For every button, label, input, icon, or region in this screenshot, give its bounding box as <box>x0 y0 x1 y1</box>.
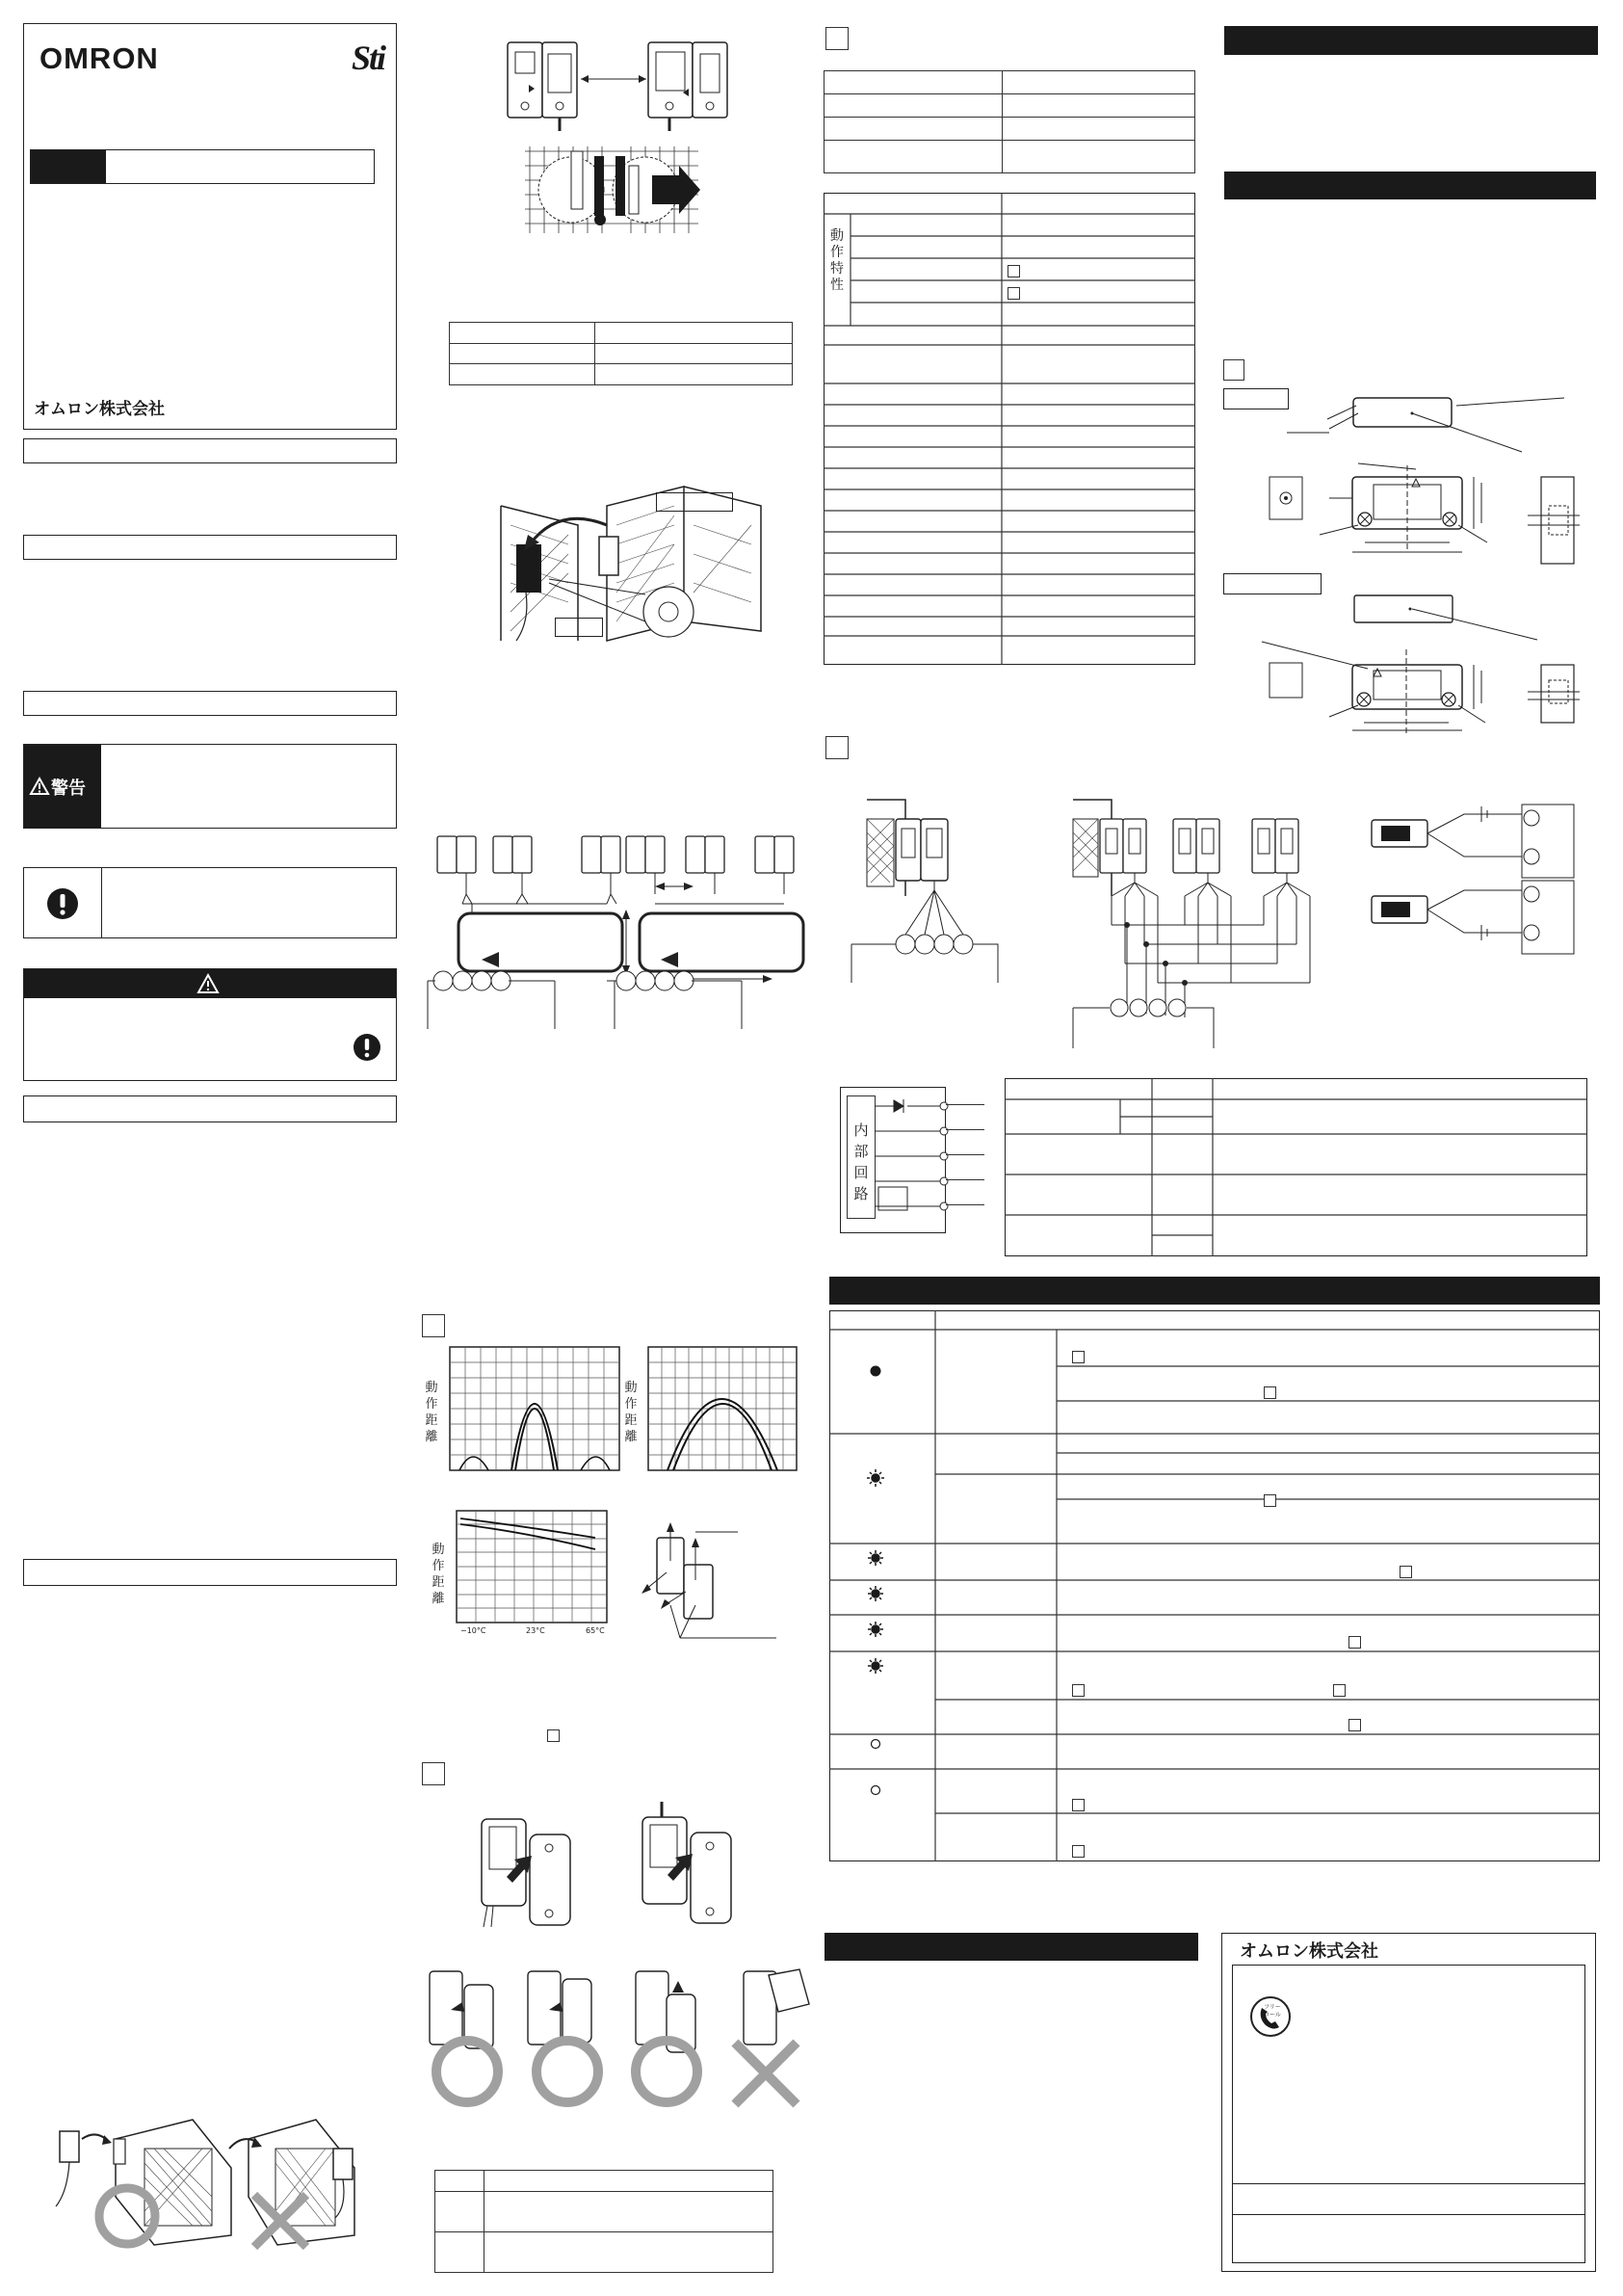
circle-ok-icon <box>628 2033 705 2110</box>
section-header-2 <box>23 535 397 560</box>
ref-box-ind-2 <box>1264 1386 1276 1399</box>
graph2-ylabel: 動作距離 <box>624 1381 638 1444</box>
section-header-dark-2 <box>1224 172 1596 199</box>
wire-color-table <box>1005 1078 1587 1256</box>
toll-free-label: フリーコール <box>1264 2004 1281 2019</box>
indicator-table-header <box>829 1277 1600 1305</box>
operating-characteristics-label: 動作特性 <box>830 228 844 293</box>
internal-circuit-label: 内部回路 <box>853 1122 869 1202</box>
warning-triangle-icon <box>197 974 219 993</box>
spec-table-2 <box>824 193 1195 665</box>
ref-box-ind-4 <box>1400 1566 1412 1578</box>
warning-triangle-icon <box>30 778 49 795</box>
led-off-icon <box>872 1786 880 1795</box>
callout-box-bottom <box>555 618 603 637</box>
section-marker-insertion <box>422 1762 445 1785</box>
section-marker-specs <box>825 27 849 50</box>
graph3-ylabel: 動作距離 <box>432 1543 445 1606</box>
ref-box-ind-9 <box>1072 1799 1085 1811</box>
insertion-figure-1 <box>478 1813 584 1929</box>
cross-ng-icon <box>729 2037 802 2110</box>
ref-box-ind-3 <box>1264 1494 1276 1507</box>
door-mount-figure <box>491 487 780 641</box>
caution-box <box>23 867 397 938</box>
section-marker-dimensions <box>1223 359 1244 381</box>
load-wiring-figure-1 <box>1368 803 1580 880</box>
warning-label: 警告 <box>51 779 86 799</box>
contact-inner-box <box>1232 1965 1585 2263</box>
temp-tick-high: 65°C <box>586 1626 605 1635</box>
ref-box-graph <box>547 1729 560 1742</box>
circle-ok-icon <box>93 2182 161 2250</box>
operating-range-chart-1 <box>450 1347 623 1472</box>
section-marker-graphs <box>422 1314 445 1337</box>
internal-circuit-box <box>840 1087 946 1233</box>
section-header-dark-1 <box>1224 26 1598 55</box>
ref-box-ind-10 <box>1072 1845 1085 1858</box>
led-icon <box>868 1586 883 1601</box>
dimension-drawing-1 <box>1233 390 1599 583</box>
small-spec-table <box>449 322 793 385</box>
led-icon <box>867 1469 884 1487</box>
circle-ok-icon <box>429 2033 506 2110</box>
load-wiring-figure-2 <box>1368 879 1580 956</box>
exclamation-icon <box>46 887 79 920</box>
approach-direction-figure <box>525 146 708 238</box>
section-header-1 <box>23 438 397 463</box>
insertion-figure-2 <box>639 1802 745 1917</box>
section-header-dark-3 <box>825 1933 1198 1961</box>
section-marker-connection <box>825 736 849 759</box>
callout-box-top <box>656 492 733 512</box>
single-connection-figure <box>848 790 1002 983</box>
spec-table-1 <box>824 70 1195 173</box>
model-bar <box>30 149 375 184</box>
operating-range-chart-2 <box>648 1347 800 1472</box>
led-off-icon <box>872 1740 880 1749</box>
sensor-distance-figure <box>506 39 756 145</box>
ref-box-spec-2 <box>1008 287 1020 300</box>
indicator-table <box>829 1310 1600 1861</box>
ref-box-ind-5 <box>1348 1636 1361 1649</box>
temp-tick-low: −10°C <box>460 1626 486 1635</box>
led-icon <box>868 1550 883 1566</box>
led-on-icon <box>871 1366 881 1377</box>
contact-company-name: オムロン株式会社 <box>1240 1941 1378 1962</box>
cross-ng-icon <box>249 2189 312 2253</box>
exclamation-icon <box>353 1033 381 1062</box>
multi-connection-figure <box>1069 790 1320 1050</box>
led-icon <box>868 1658 883 1674</box>
contact-box <box>1221 1933 1596 2272</box>
temperature-characteristic-chart <box>457 1511 611 1626</box>
ref-box-spec-1 <box>1008 265 1020 277</box>
omron-logo: OMRON <box>39 41 159 75</box>
company-name: オムロン株式会社 <box>34 400 165 419</box>
ref-box-ind-1 <box>1072 1351 1085 1363</box>
ref-box-ind-7 <box>1333 1684 1346 1697</box>
led-icon <box>868 1622 883 1637</box>
graph1-ylabel: 動作距離 <box>425 1381 438 1444</box>
section-header-4 <box>23 1095 397 1122</box>
safety-box <box>23 968 397 1081</box>
circle-ok-icon <box>529 2033 606 2110</box>
section-header-5 <box>23 1559 397 1586</box>
series-connection-figure <box>424 827 819 1029</box>
warning-box <box>23 744 397 829</box>
ref-box-ind-8 <box>1348 1719 1361 1731</box>
cover-box <box>23 23 397 430</box>
sti-badge: Sti <box>351 39 384 77</box>
temp-tick-mid: 23°C <box>526 1626 545 1635</box>
ref-box-ind-6 <box>1072 1684 1085 1697</box>
section-header-3 <box>23 691 397 716</box>
dimension-drawing-2 <box>1233 588 1599 742</box>
misalignment-figure <box>641 1522 786 1638</box>
bottom-note-table <box>434 2170 773 2273</box>
